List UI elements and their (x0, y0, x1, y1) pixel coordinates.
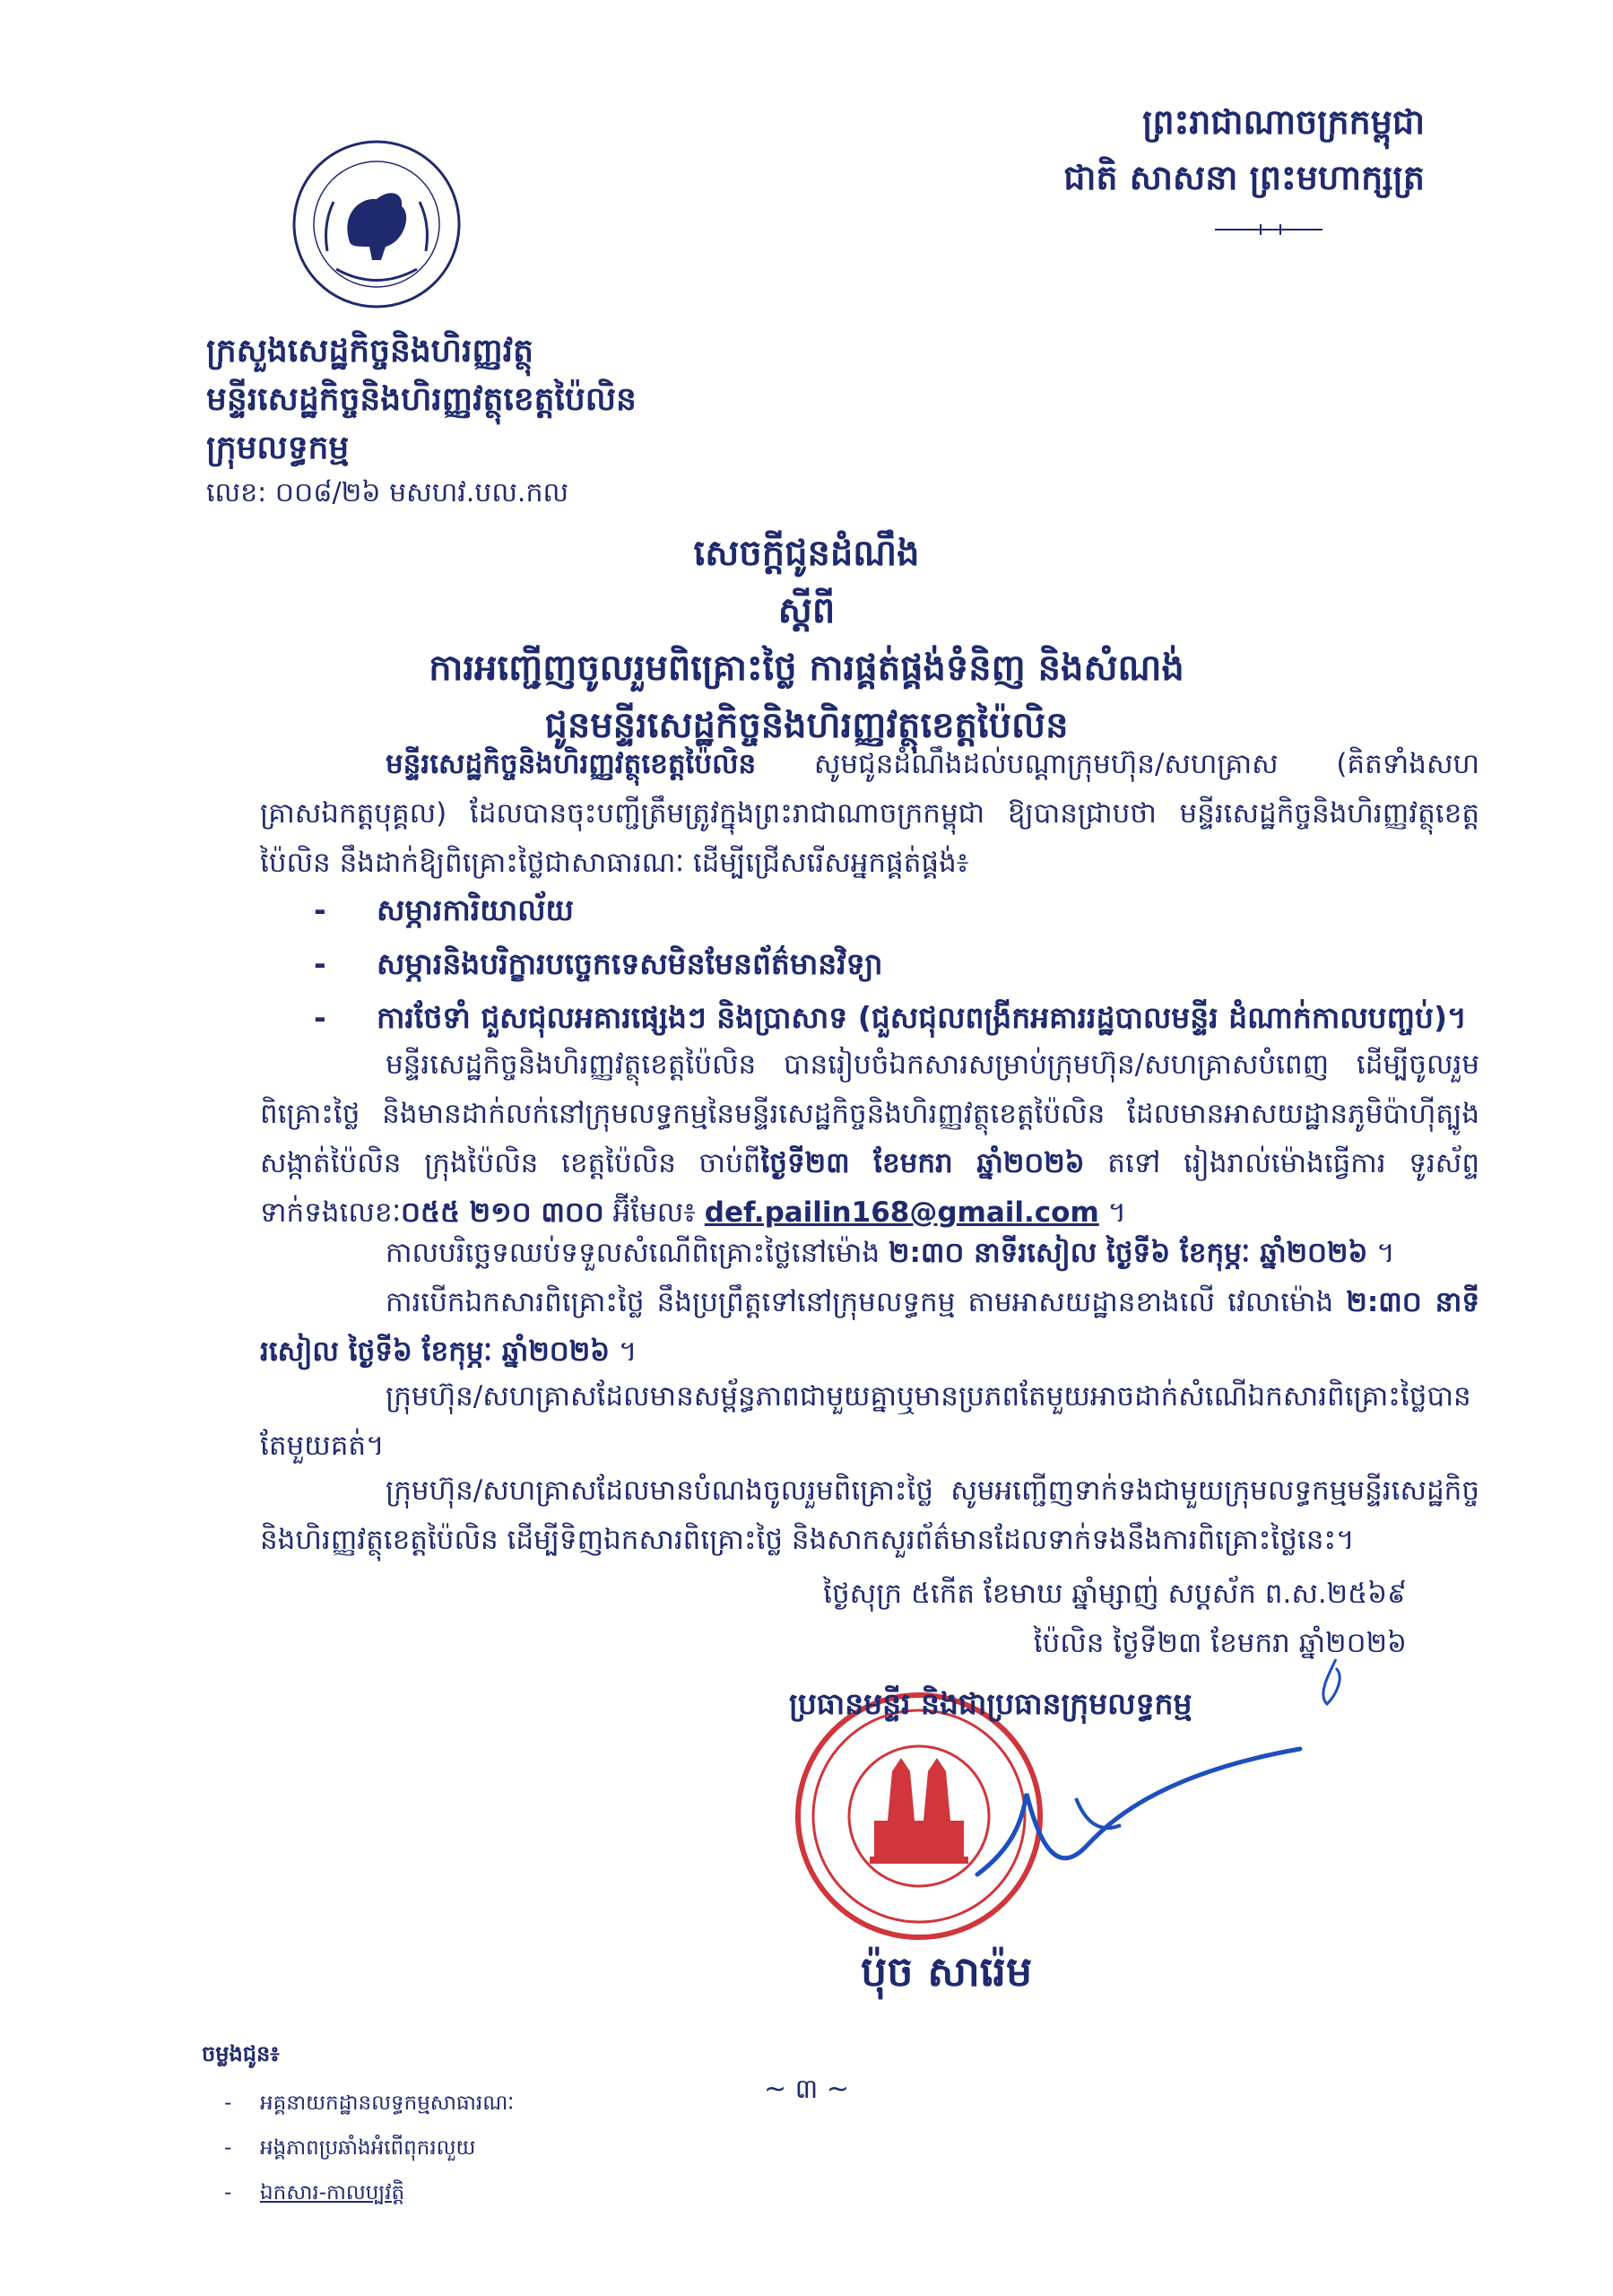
lunar-date: ថ្ងៃសុក្រ ៥កើត ខែមាឃ ឆ្នាំម្សាញ់ សប្តស័ក ព.ស.២៥៦៩ (823, 1578, 1407, 1610)
paragraph-single-bid: ក្រុមហ៊ុន/សហគ្រាសដែលមានសម្ព័ន្ធភាពជាមួយគ្នាឬមានប្រភពតែមួយអាចដាក់សំណើឯកសារពិគ្រោះថ្លៃបានតែមួយគត់។ (260, 1380, 1471, 1462)
phone-number: ០៥៥ ២១០ ៣០០ (401, 1196, 604, 1229)
supply-list (314, 883, 1467, 1045)
intro-text: សូមជូនដំណឹងដល់បណ្តាក្រុមហ៊ុន/សហគ្រាស (គិតទាំងសហគ្រាសឯកត្តបុគ្គល) ដែលបានចុះបញ្ជីត្រឹមត្រូវក្នុងព្រះរាជាណាចក្រកម្ពុជា ឱ្យបានជ្រាបថា មន្ទីរសេដ្ឋកិច្ចនិងហិរញ្ញវត្ថុខេត្តប៉ៃលិន នឹងដាក់ឱ្យពិគ្រោះថ្លៃជាសាធារណៈ ដើម្បីជ្រើសរើសអ្នកផ្គត់ផ្គង់៖ (260, 748, 1479, 879)
title-line-3: ការអញ្ជើញចូលរួមពិគ្រោះថ្លៃ ការផ្គត់ផ្គង់ទំនិញ និងសំណង់ (429, 648, 1184, 689)
cc-heading: ចម្លងជូន៖ (202, 2041, 280, 2066)
reference-number: លេខ: ០០៨/២៦ មសហវ.បល.កល (206, 477, 569, 509)
document-title (0, 525, 1613, 754)
issuing-organization (206, 327, 637, 473)
title-line-1: សេចក្តីជូនដំណឹង (693, 533, 920, 574)
kingdom-header (1063, 94, 1425, 205)
intro-lead: មន្ទីរសេដ្ឋកិច្ចនិងហិរញ្ញវត្ថុខេត្តប៉ៃលិន (386, 748, 757, 780)
unit-name: ក្រុមលទ្ធកម្ម (206, 430, 350, 466)
list-item: - សម្ភារការិយាល័យ (314, 892, 574, 927)
email-link[interactable]: def.pailin168@gmail.com (704, 1196, 1099, 1229)
list-item: - សម្ភារនិងបរិក្ខារបច្ចេកទេសមិនមែនព័ត៌មានវិទ្យា (314, 946, 883, 981)
opening-time: ២:៣០ នាទីរសៀល ថ្ងៃទី៦ ខែកុម្ភៈ ឆ្នាំ២០២៦ (260, 1286, 1479, 1368)
page-number: ~ ៣ ~ (764, 2074, 849, 2105)
deadline-time: ២:៣០ នាទីរសៀល ថ្ងៃទី៦ ខែកុម្ភៈ ឆ្នាំ២០២៦ (888, 1237, 1368, 1269)
paragraph-opening: ការបើកឯកសារពិគ្រោះថ្លៃ នឹងប្រព្រឹត្តទៅនៅក្រុមលទ្ធកម្ម តាមអាសយដ្ឋានខាងលើ វេលាម៉ោង ២:៣០ នាទីរសៀល ថ្ងៃទី៦ ខែកុម្ភៈ ឆ្នាំ២០២៦ ។ (260, 1286, 1479, 1368)
header-divider (1215, 229, 1322, 230)
title-line-4: ជូនមន្ទីរសេដ្ឋកិច្ចនិងហិរញ្ញវត្ថុខេត្តប៉ៃលិន (544, 705, 1069, 746)
ministry-logo (287, 135, 466, 314)
paragraph-contact: ក្រុមហ៊ុន/សហគ្រាសដែលមានបំណងចូលរួមពិគ្រោះថ្លៃ សូមអញ្ជើញទាក់ទងជាមួយក្រុមលទ្ធកម្មមន្ទីរសេដ្ឋកិច្ចនិងហិរញ្ញវត្ថុខេត្តប៉ៃលិន ដើម្បីទិញឯកសារពិគ្រោះថ្លៃ និងសាកសួរព័ត៌មានដែលទាក់ទងនឹងការពិគ្រោះថ្លៃនេះ។ (260, 1474, 1479, 1556)
list-item: - អគ្គនាយកដ្ឋានលទ្ធកម្មសាធារណៈ (224, 2092, 515, 2115)
list-item: - ឯកសារ-កាលប្បវត្តិ (224, 2181, 405, 2205)
title-line-2: ស្តីពី (777, 590, 836, 631)
kingdom-title: ព្រះរាជាណាចក្រកម្ពុជា (1142, 102, 1425, 142)
issue-date: ប៉ៃលិន ថ្ងៃទី២៣ ខែមករា ឆ្នាំ២០២៦ (1033, 1627, 1407, 1659)
kingdom-motto: ជាតិ សាសនា ព្រះមហាក្សត្រ (1063, 158, 1425, 197)
start-date: ថ្ងៃទី២៣ ខែមករា ឆ្នាំ២០២៦ (760, 1147, 1085, 1179)
ministry-name: ក្រសួងសេដ្ឋកិច្ចនិងហិរញ្ញវត្ថុ (206, 333, 533, 370)
list-item: - អង្គភាពប្រឆាំងអំពើពុករលួយ (224, 2136, 476, 2160)
signer-name: ប៉ុច សារ៉េម (861, 1947, 1033, 1996)
signer-title: ប្រធានមន្ទីរ និងជាប្រធានក្រុមលទ្ធកម្ម (789, 1686, 1192, 1721)
handwritten-signature (941, 1641, 1345, 1932)
department-name: មន្ទីរសេដ្ឋកិច្ចនិងហិរញ្ញវត្ថុខេត្តប៉ៃលិន (206, 381, 637, 418)
paragraph-intro (260, 740, 1479, 888)
paragraph-documents: មន្ទីរសេដ្ឋកិច្ចនិងហិរញ្ញវត្ថុខេត្តប៉ៃលិន បានរៀបចំឯកសារសម្រាប់ក្រុមហ៊ុន/សហគ្រាសបំពេញ ដើម្បីចូលរួមពិគ្រោះថ្លៃ និងមានដាក់លក់នៅក្រុមលទ្ធកម្មនៃមន្ទីរសេដ្ឋកិច្ចនិងហិរញ្ញវត្ថុខេត្តប៉ៃលិន ដែលមានអាសយដ្ឋានភូមិប៉ាហ៊ីត្បូង សង្កាត់ប៉ៃលិន ក្រុងប៉ៃលិន ខេត្តប៉ៃលិន ចាប់ពីថ្ងៃទី២៣ ខែមករា ឆ្នាំ២០២៦ តទៅ រៀងរាល់ម៉ោងធ្វើការ ទូរស័ព្ទទាក់ទងលេខៈ០៥៥ ២១០ ៣០០ អ៊ីមែល៖ def.pailin168@gmail.com ។ (260, 1048, 1480, 1229)
paragraph-deadline: កាលបរិច្ឆេទឈប់ទទួលសំណើពិគ្រោះថ្លៃនៅម៉ោង ២:៣០ នាទីរសៀល ថ្ងៃទី៦ ខែកុម្ភៈ ឆ្នាំ២០២៦ ។ (386, 1237, 1395, 1269)
list-item: - ការថែទាំ ជួសជុលអគារផ្សេងៗ និងប្រាសាទ (ជួសជុលពង្រីកអគាររដ្ឋបាលមន្ទីរ ដំណាក់កាលបញ្ចប់)។ (314, 1000, 1467, 1035)
